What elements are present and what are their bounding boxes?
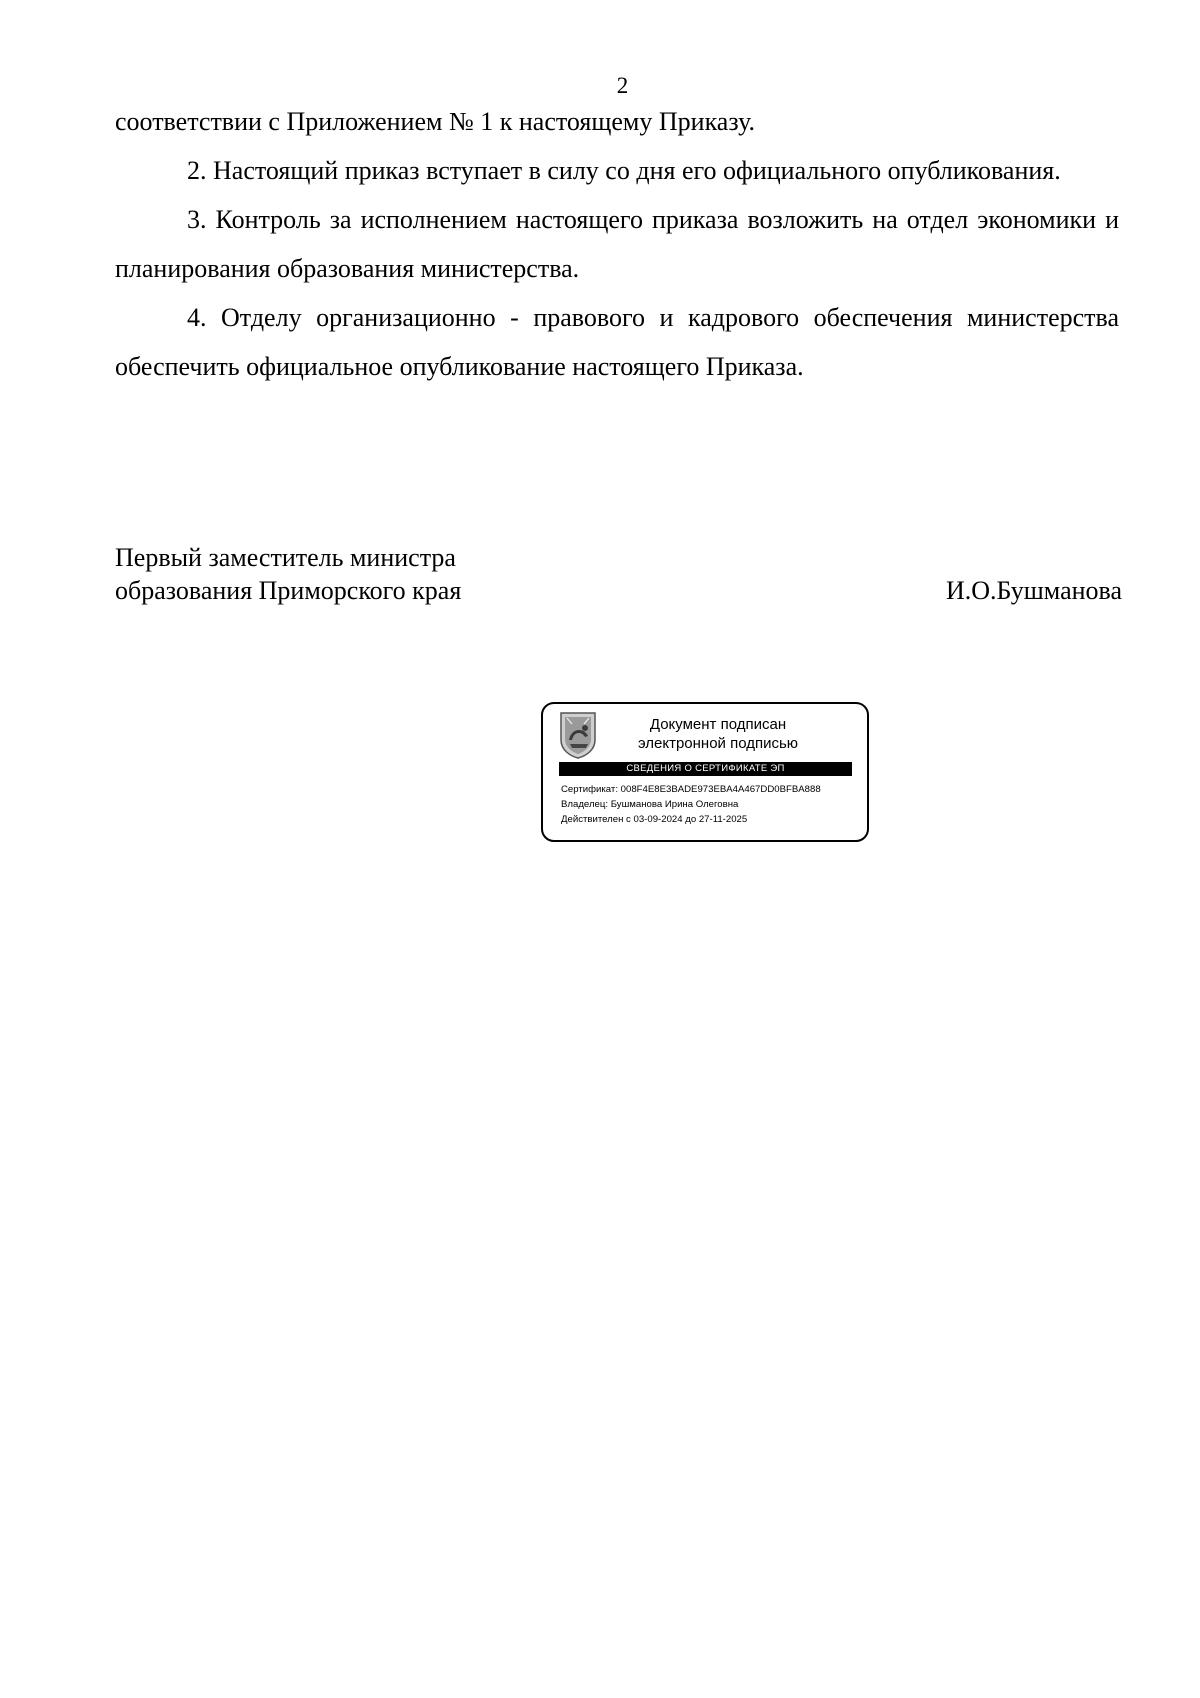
stamp-heading (603, 715, 833, 753)
certificate-info-bar: СВЕДЕНИЯ О СЕРТИФИКАТЕ ЭП (559, 762, 852, 776)
paragraph-item-3: 3. Контроль за исполнением настоящего приказа возложить на отдел экономики и планирования образования министерства. (115, 205, 1119, 283)
coat-of-arms-icon (558, 710, 598, 760)
page-number: 2 (616, 73, 629, 98)
certificate-owner: Владелец: Бушманова Ирина Олеговна (561, 799, 739, 810)
document-body (115, 97, 1119, 391)
paragraph-item-4: 4. Отделу организационно - правового и кадрового обеспечения министерства обеспечить официальное опубликование настоящего Приказа. (115, 303, 1119, 381)
paragraph-continuation: соответствии с Приложением № 1 к настоящему Приказу. (115, 107, 755, 136)
signatory-name: И.О.Бушманова (945, 576, 1122, 605)
certificate-details (561, 782, 861, 827)
signatory-title-line-1: Первый заместитель министра (115, 543, 456, 572)
paragraph-item-2: 2. Настоящий приказ вступает в силу со дня его официального опубликования. (187, 156, 1061, 185)
certificate-number: Сертификат: 008F4E8E3BADE973EBA4A467DD0BFBA888 (561, 784, 821, 795)
stamp-heading-line-2: электронной подписью (637, 735, 799, 752)
signatory-title-line-2: образования Приморского края (115, 576, 462, 605)
certificate-validity: Действителен с 03-09-2024 до 27-11-2025 (561, 814, 748, 825)
stamp-heading-line-1: Документ подписан (649, 716, 787, 733)
electronic-signature-stamp (541, 702, 869, 842)
signature-block (115, 541, 1122, 607)
